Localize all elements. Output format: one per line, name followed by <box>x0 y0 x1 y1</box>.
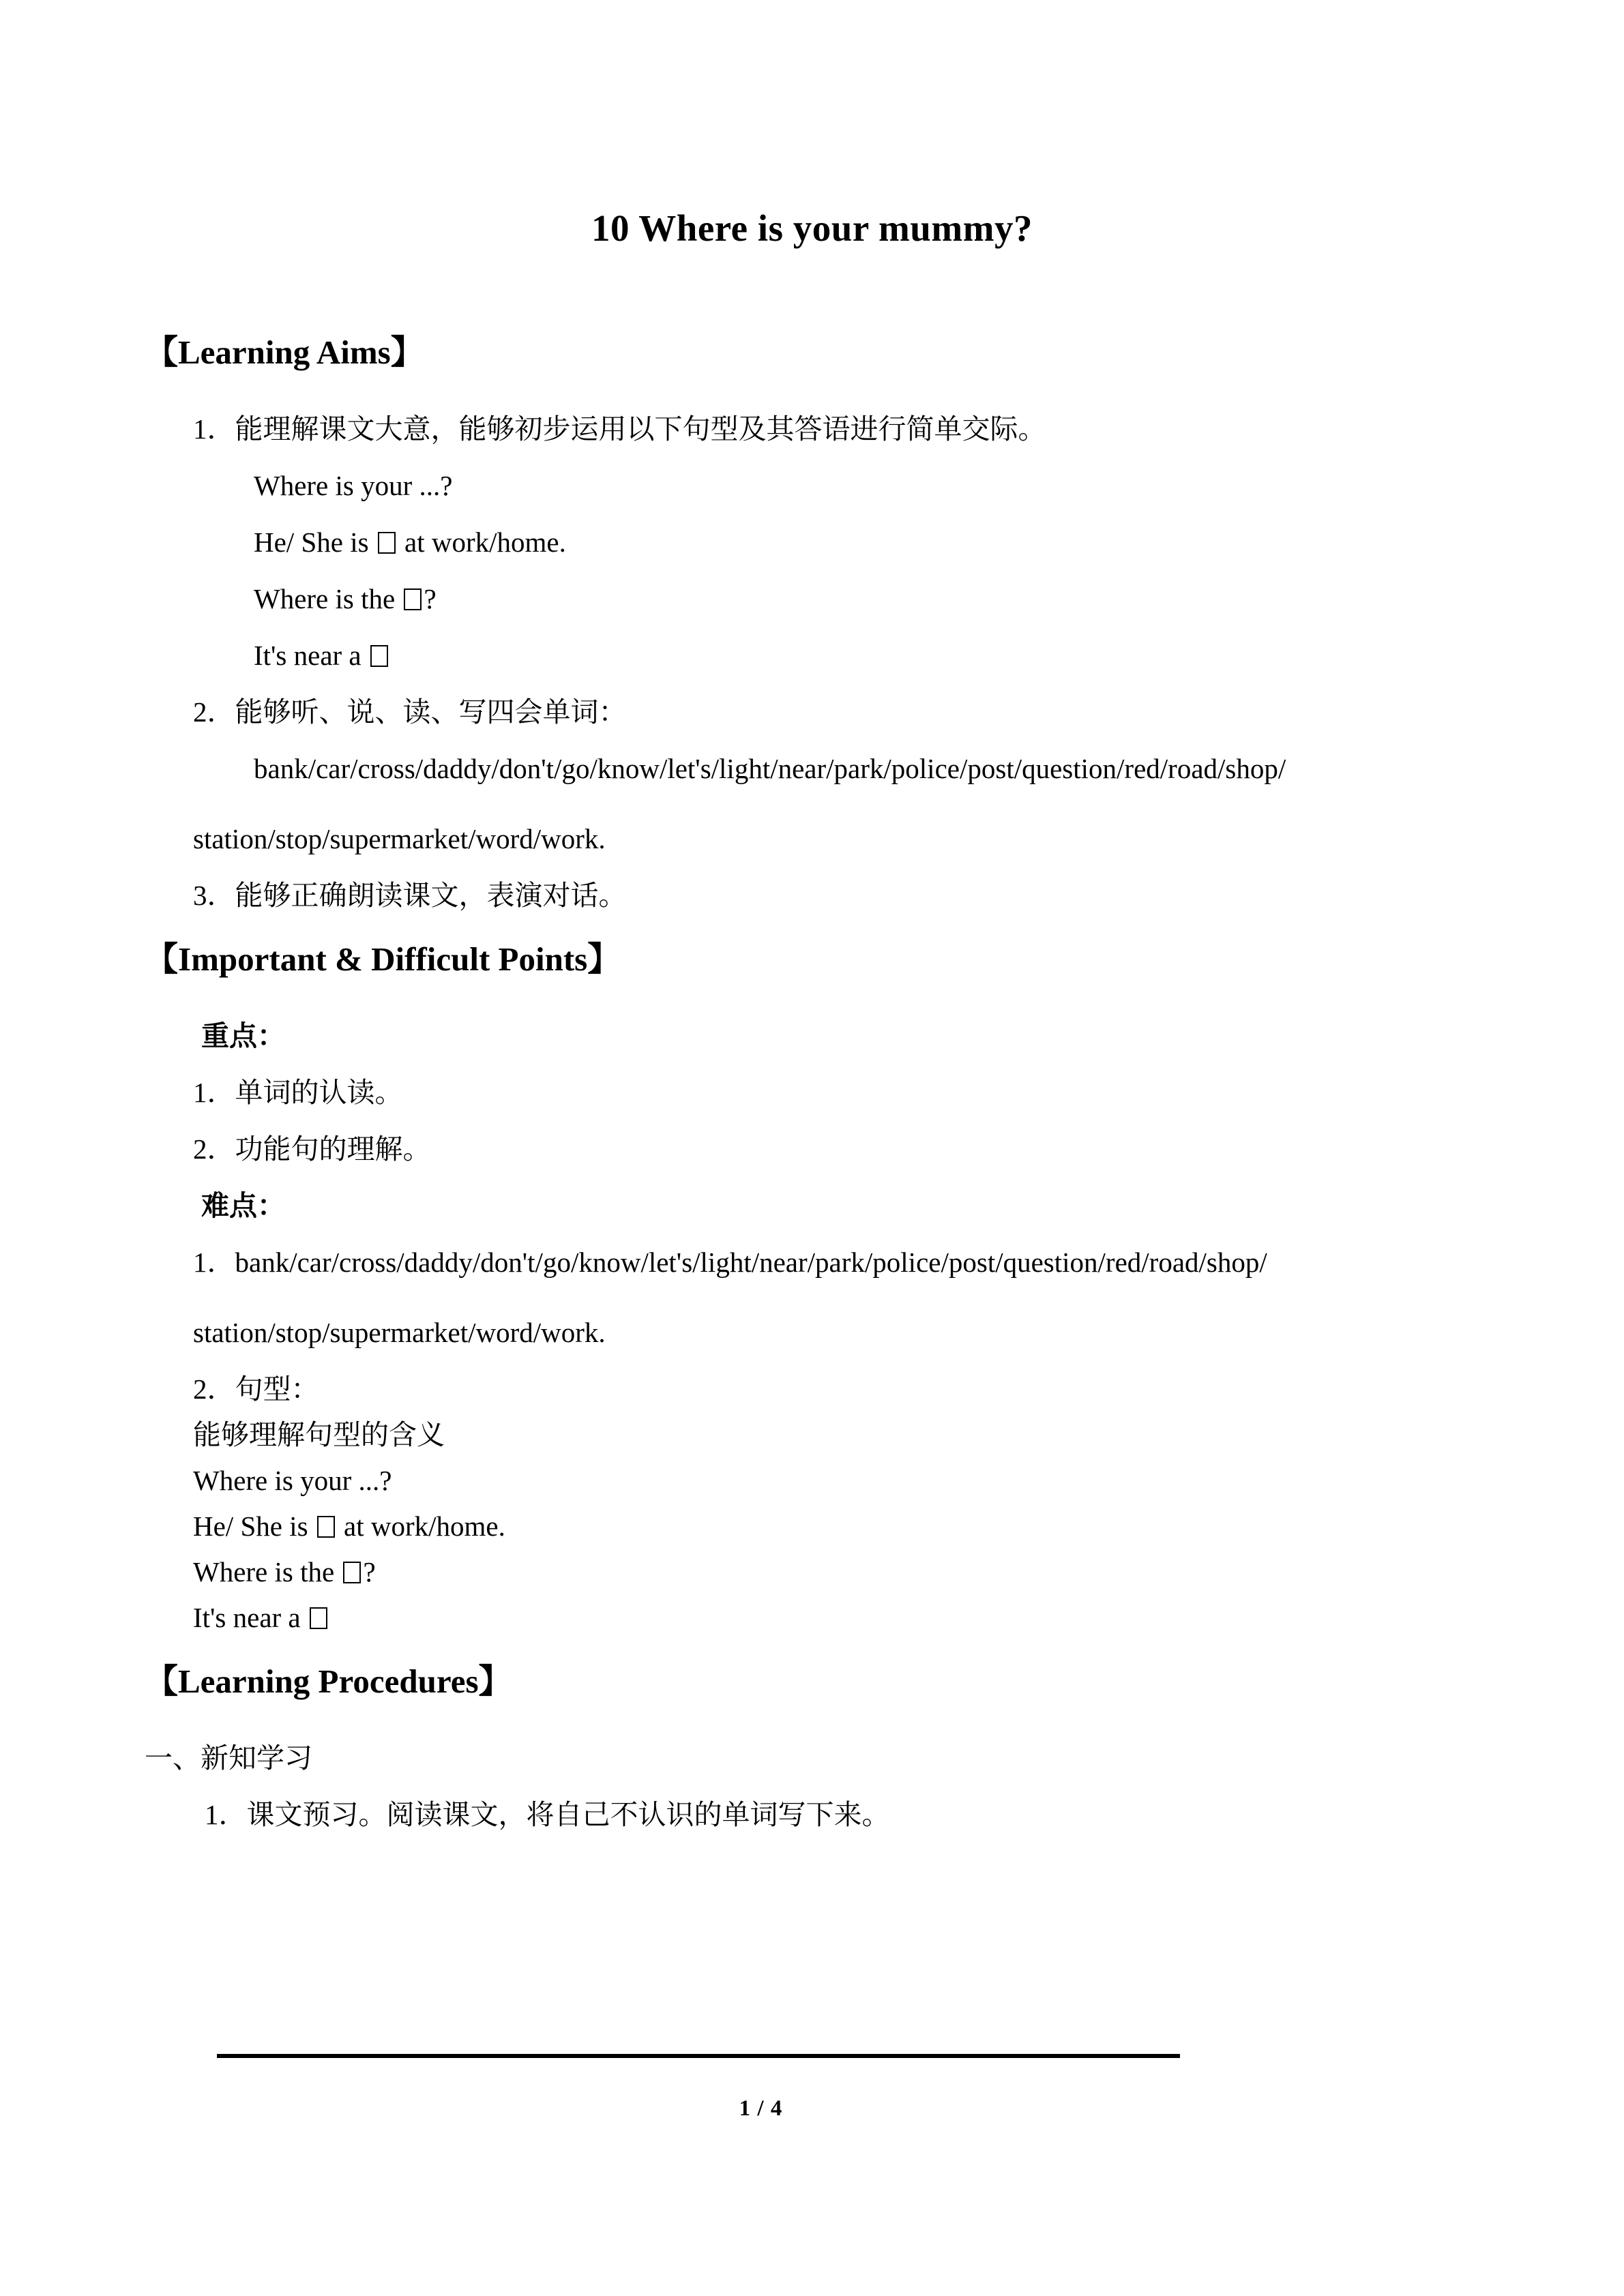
spacer <box>0 443 1624 472</box>
procedures-step-1: 1．课文预习。阅读课文，将自己不认识的单词写下来。 <box>205 1799 890 1831</box>
section-heading-learning-procedures: 【Learning Procedures】 <box>145 1663 512 1700</box>
sentence-text: at work/home. <box>336 1510 505 1542</box>
difficult-sentence <box>0 1604 1624 1632</box>
sentence-text: It's near a <box>254 639 368 671</box>
spacer <box>0 783 1624 825</box>
spacer <box>0 853 1624 882</box>
spacer <box>0 500 1624 528</box>
sentence-text: Where is the <box>193 1556 342 1587</box>
spacer <box>0 1107 1624 1135</box>
difficult-point-item-1-line-1: 1．bank/car/cross/daddy/don't/go/know/let's/light/near/park/police/post/question/red/road/shop/ <box>193 1247 1267 1278</box>
learning-aims-wordlist-line-2: station/stop/supermarket/word/work. <box>193 822 606 854</box>
missing-glyph-box-icon <box>343 1562 361 1583</box>
missing-glyph-box-icon <box>310 1607 327 1629</box>
spacer <box>0 556 1624 585</box>
spacer <box>0 726 1624 755</box>
difficult-point-item-1-line-2: station/stop/supermarket/word/work. <box>193 1317 606 1348</box>
spacer <box>0 1772 1624 1801</box>
learning-aims-item-3: 3．能够正确朗读课文，表演对话。 <box>193 879 627 911</box>
spacer <box>0 1347 1624 1375</box>
page-number: 1 / 4 <box>739 2096 783 2121</box>
difficult-point-item-2-description: 能够理解句型的含义 <box>193 1419 445 1450</box>
difficult-points-label: 难点： <box>201 1190 285 1221</box>
page-title: 10 Where is your mummy? <box>591 207 1033 249</box>
key-points-label: 重点： <box>201 1020 285 1052</box>
learning-aims-sentence <box>0 528 1624 556</box>
sentence-text: Where is your ...? <box>254 469 453 501</box>
sentence-text: ? <box>363 1556 376 1587</box>
spacer <box>0 910 1624 938</box>
key-point-item-1: 1．单词的认读。 <box>193 1077 403 1108</box>
learning-aims-item-1: 1．能理解课文大意，能够初步运用以下句型及其答语进行简单交际。 <box>193 413 1046 445</box>
spacer <box>0 670 1624 698</box>
spacer <box>0 980 1624 1022</box>
difficult-point-item-2: 2．句型： <box>193 1373 319 1405</box>
sentence-text: at work/home. <box>397 526 566 558</box>
difficult-sentence <box>0 1467 1624 1495</box>
sentence-text: ? <box>424 582 437 614</box>
missing-glyph-box-icon <box>370 645 388 667</box>
sentence-text: It's near a <box>193 1602 308 1633</box>
missing-glyph-box-icon <box>317 1516 335 1538</box>
spacer <box>0 613 1624 642</box>
missing-glyph-box-icon <box>378 532 396 554</box>
learning-aims-item-2: 2．能够听、说、读、写四会单词： <box>193 696 627 728</box>
footer-divider <box>217 2054 1180 2058</box>
learning-aims-sentence <box>0 639 1624 671</box>
learning-aims-wordlist-line-1: bank/car/cross/daddy/don't/go/know/let's/light/near/park/police/post/question/red/road/shop/ <box>254 752 1286 784</box>
section-heading-learning-aims: 【Learning Aims】 <box>145 333 424 371</box>
difficult-sentence <box>0 1512 1624 1540</box>
page-footer <box>0 2054 1624 2121</box>
spacer <box>0 1632 1624 1660</box>
sentence-text: Where is the <box>254 582 402 614</box>
spacer <box>0 1277 1624 1319</box>
spacer <box>0 1220 1624 1249</box>
spacer <box>0 373 1624 415</box>
spacer <box>0 250 1624 331</box>
sentence-text: Where is your ...? <box>193 1465 392 1496</box>
sentence-text: He/ She is <box>193 1510 315 1542</box>
key-point-item-2: 2．功能句的理解。 <box>193 1133 431 1165</box>
spacer <box>0 1702 1624 1744</box>
missing-glyph-box-icon <box>404 588 422 610</box>
procedures-part-one: 一、新知学习 <box>145 1742 312 1774</box>
learning-aims-sentence <box>0 582 1624 614</box>
sentence-text: He/ She is <box>254 526 376 558</box>
spacer <box>0 1050 1624 1079</box>
spacer <box>0 1163 1624 1192</box>
learning-aims-sentence <box>0 469 1624 501</box>
section-heading-important-difficult-points: 【Important & Difficult Points】 <box>145 940 621 978</box>
difficult-sentence <box>0 1558 1624 1586</box>
